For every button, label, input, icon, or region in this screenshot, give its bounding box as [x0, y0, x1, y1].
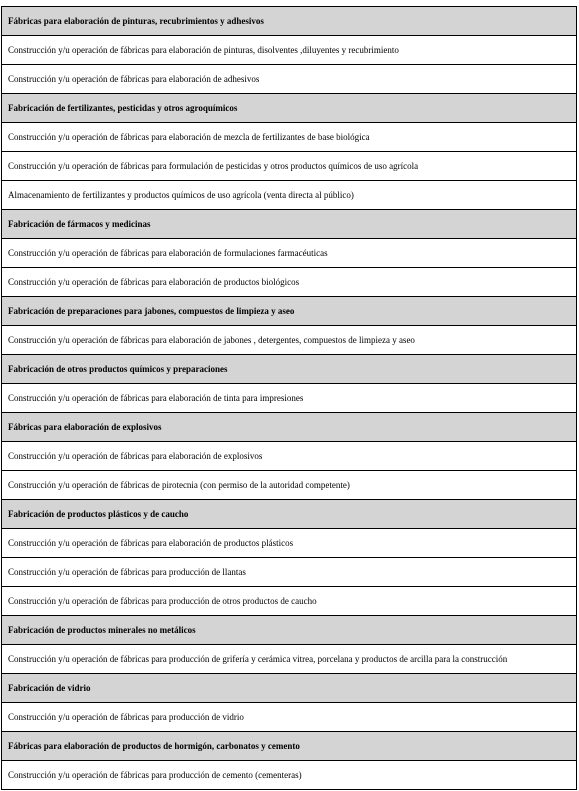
category-header-row: [2, 210, 577, 239]
category-header-row: [2, 413, 577, 442]
activity-row: [2, 587, 577, 616]
activity-row: [2, 65, 577, 94]
activity-cell: Construcción y/u operación de fábricas para elaboración de productos plásticos: [2, 529, 577, 558]
activity-cell: Construcción y/u operación de fábricas para elaboración de explosivos: [2, 442, 577, 471]
category-header-cell: Fábricas para elaboración de productos de hormigón, carbonatos y cemento: [2, 732, 577, 761]
activity-row: [2, 645, 577, 674]
activity-cell: Construcción y/u operación de fábricas para elaboración de pinturas, disolventes ,diluyentes y recubrimiento: [2, 36, 577, 65]
category-header-row: [2, 355, 577, 384]
activity-cell: Construcción y/u operación de fábricas para formulación de pesticidas y otros productos químicos de uso agrícola: [2, 152, 577, 181]
category-header-cell: Fabricación de fertilizantes, pesticidas y otros agroquímicos: [2, 94, 577, 123]
category-header-cell: Fabricación de productos minerales no metálicos: [2, 616, 577, 645]
activity-row: [2, 384, 577, 413]
category-header-row: [2, 94, 577, 123]
category-header-cell: Fábricas para elaboración de explosivos: [2, 413, 577, 442]
activity-table-body: [2, 7, 577, 790]
activity-cell: Construcción y/u operación de fábricas para producción de grifería y cerámica vitrea, porcelana y productos de arcilla para la construcción: [2, 645, 577, 674]
category-header-cell: Fabricación de productos plásticos y de caucho: [2, 500, 577, 529]
activity-row: [2, 181, 577, 210]
activity-cell: Construcción y/u operación de fábricas para elaboración de tinta para impresiones: [2, 384, 577, 413]
category-header-cell: Fabricación de fármacos y medicinas: [2, 210, 577, 239]
activity-row: [2, 442, 577, 471]
category-header-row: [2, 7, 577, 36]
activity-cell: Construcción y/u operación de fábricas para producción de vidrio: [2, 703, 577, 732]
category-header-cell: Fabricación de preparaciones para jabones, compuestos de limpieza y aseo: [2, 297, 577, 326]
activity-row: [2, 471, 577, 500]
activity-row: [2, 152, 577, 181]
category-header-row: [2, 297, 577, 326]
activity-cell: Construcción y/u operación de fábricas para elaboración de jabones , detergentes, compuestos de limpieza y aseo: [2, 326, 577, 355]
activity-row: [2, 761, 577, 790]
activity-cell: Construcción y/u operación de fábricas para producción de otros productos de caucho: [2, 587, 577, 616]
activity-cell: Construcción y/u operación de fábricas para elaboración de formulaciones farmacéuticas: [2, 239, 577, 268]
activity-cell: Almacenamiento de fertilizantes y productos químicos de uso agrícola (venta directa al público): [2, 181, 577, 210]
activity-cell: Construcción y/u operación de fábricas para elaboración de mezcla de fertilizantes de base biológica: [2, 123, 577, 152]
category-header-cell: Fabricación de vidrio: [2, 674, 577, 703]
activity-row: [2, 268, 577, 297]
activity-cell: Construcción y/u operación de fábricas para producción de llantas: [2, 558, 577, 587]
category-header-row: [2, 616, 577, 645]
activity-cell: Construcción y/u operación de fábricas para producción de cemento (cementeras): [2, 761, 577, 790]
activity-row: [2, 703, 577, 732]
activity-cell: Construcción y/u operación de fábricas de pirotecnia (con permiso de la autoridad competente): [2, 471, 577, 500]
activity-cell: Construcción y/u operación de fábricas para elaboración de productos biológicos: [2, 268, 577, 297]
activity-row: [2, 326, 577, 355]
activity-row: [2, 123, 577, 152]
activity-cell: Construcción y/u operación de fábricas para elaboración de adhesivos: [2, 65, 577, 94]
activity-row: [2, 239, 577, 268]
category-header-row: [2, 500, 577, 529]
activity-row: [2, 36, 577, 65]
category-header-cell: Fábricas para elaboración de pinturas, recubrimientos y adhesivos: [2, 7, 577, 36]
activity-row: [2, 529, 577, 558]
category-header-row: [2, 674, 577, 703]
activity-row: [2, 558, 577, 587]
category-header-cell: Fabricación de otros productos químicos y preparaciones: [2, 355, 577, 384]
activity-table: [1, 6, 577, 790]
category-header-row: [2, 732, 577, 761]
